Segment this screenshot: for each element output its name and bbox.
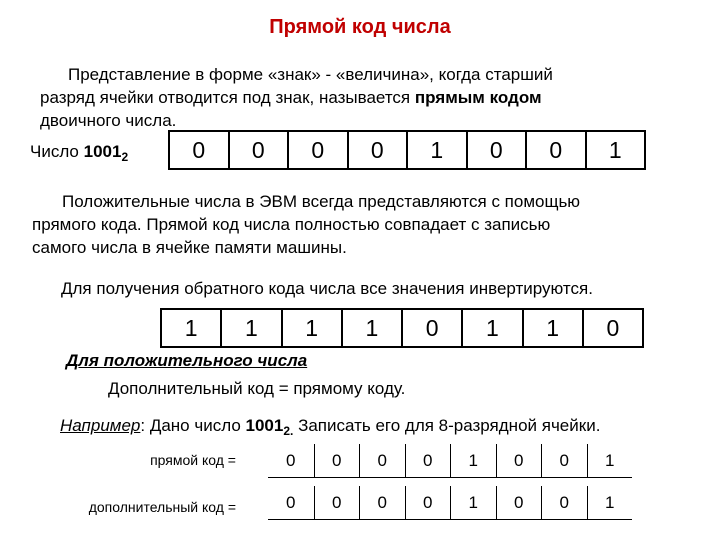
bit-cells-inverted — [160, 308, 644, 348]
bit-cell: 0 — [468, 132, 528, 168]
positive-note: Дополнительный код = прямому коду. — [108, 379, 406, 398]
example-line — [60, 414, 600, 437]
intro-paragraph — [40, 63, 700, 132]
intro-line-3: двоичного числа. — [40, 111, 177, 130]
additional-code-label: дополнительный код = — [88, 499, 236, 515]
page-title: Прямой код числа — [269, 16, 451, 38]
positive-line-2: прямого кода. Прямой код числа полностью совпадает с записью — [32, 215, 551, 234]
number-label — [30, 142, 128, 162]
bit-cell: 0 — [268, 486, 314, 520]
example-text-before: : Дано число — [140, 416, 246, 435]
bit-cell: 0 — [527, 132, 587, 168]
example-text-after: Записать его для 8-разрядной ячейки. — [293, 416, 601, 435]
bit-cell: 0 — [314, 486, 360, 520]
number-label-prefix: Число — [30, 142, 84, 161]
example-number: 1001 — [245, 416, 284, 435]
bit-cell: 0 — [606, 314, 620, 341]
direct-code-label: прямой код = — [150, 452, 236, 468]
bit-cell: 0 — [230, 132, 290, 168]
bit-cell: 0 — [289, 132, 349, 168]
number-base: 2 — [121, 150, 129, 164]
bit-cell: 0 — [359, 486, 405, 520]
bit-cell: 0 — [359, 444, 405, 478]
positive-heading: Для положительного числа — [66, 351, 308, 370]
bit-cell: 1 — [587, 486, 633, 520]
bit-cell: 1 — [608, 136, 622, 163]
bit-cell: 1 — [343, 310, 403, 346]
positive-line-1: Положительные числа в ЭВМ всегда представляются с помощью — [62, 192, 581, 211]
direct-code-term: прямым кодом — [414, 88, 542, 107]
bit-cell: 0 — [496, 444, 542, 478]
positive-numbers-paragraph — [32, 190, 702, 259]
bit-cell: 0 — [349, 132, 409, 168]
intro-line-2-text: разряд ячейки отводится под знак, называется — [40, 88, 415, 107]
bit-cell: 0 — [268, 444, 314, 478]
bit-cell: 1 — [162, 310, 222, 346]
example-label: Например — [60, 416, 141, 435]
bit-cell: 0 — [405, 486, 451, 520]
intro-line-2 — [40, 86, 700, 109]
bit-cell: 1 — [463, 310, 523, 346]
bit-cell: 0 — [314, 444, 360, 478]
bit-cell: 1 — [222, 310, 282, 346]
example-base: 2. — [283, 424, 294, 438]
bit-cells-example-direct — [268, 444, 632, 478]
bit-cell: 0 — [405, 444, 451, 478]
bit-cell: 0 — [496, 486, 542, 520]
bit-cell: 0 — [170, 132, 230, 168]
bit-cell: 0 — [541, 486, 587, 520]
bit-cell: 1 — [283, 310, 343, 346]
bit-cell: 0 — [403, 310, 463, 346]
number-value: 1001 — [83, 142, 122, 161]
bit-cell: 1 — [587, 444, 633, 478]
bit-cell: 1 — [524, 310, 584, 346]
intro-line-1: Представление в форме «знак» - «величина», когда старший — [68, 65, 553, 84]
positive-line-3: самого числа в ячейке памяти машины. — [32, 238, 347, 257]
bit-cell: 1 — [450, 444, 496, 478]
bit-cells-example-additional — [268, 486, 632, 520]
bit-cell: 1 — [450, 486, 496, 520]
bit-cell: 0 — [541, 444, 587, 478]
inverse-paragraph: Для получения обратного кода числа все значения инвертируются. — [61, 279, 593, 298]
bit-cell: 1 — [408, 132, 468, 168]
bit-cells-direct — [168, 130, 646, 170]
